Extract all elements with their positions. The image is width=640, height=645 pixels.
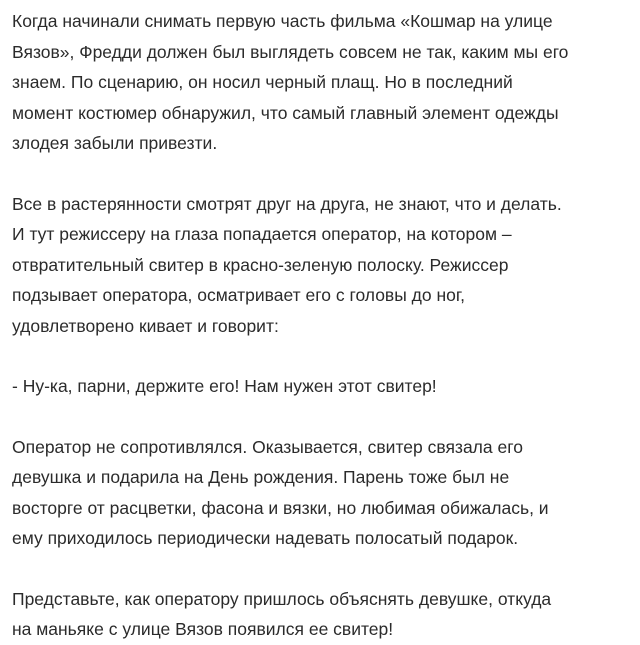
text-line: восторге от расцветки, фасона и вязки, но любимая обижалась, и: [12, 497, 549, 518]
paragraph-spacer: [12, 341, 632, 371]
text-line: злодея забыли привезти.: [12, 133, 218, 153]
text-line: девушка и подарила на День рождения. Парень тоже был не: [12, 467, 510, 487]
text-line: на маньяке с улице Вязов появился ее свитер!: [12, 619, 394, 639]
text-line: удовлетворено кивает и говорит:: [12, 315, 279, 336]
text-line: момент костюмер обнаружил, что самый главный элемент одежды: [12, 102, 559, 123]
paragraph: [12, 6, 632, 159]
text-line: Когда начинали снимать первую часть фильма «Кошмар на улице: [12, 11, 553, 31]
text-line: Вязов», Фредди должен был выглядеть совсем не так, каким мы его: [12, 41, 569, 62]
paragraph-spacer: [12, 554, 632, 584]
paragraph: [12, 584, 632, 645]
paragraph-spacer: [12, 159, 632, 189]
text-line: отвратительный свитер в красно-зеленую полоску. Режиссер: [12, 254, 509, 275]
paragraph: [12, 432, 632, 554]
text-line: - Ну-ка, парни, держите его! Нам нужен этот свитер!: [12, 376, 437, 396]
text-line: Представьте, как оператору пришлось объяснять девушке, откуда: [12, 588, 552, 609]
text-line: подзывает оператора, осматривает его с головы до ног,: [12, 285, 465, 305]
paragraph: [12, 189, 632, 342]
paragraph: [12, 371, 632, 402]
text-line: Все в растерянности смотрят друг на друга, не знают, что и делать.: [12, 193, 562, 214]
text-line: ему приходилось периодически надевать полосатый подарок.: [12, 528, 519, 548]
text-line: Оператор не сопротивлялся. Оказывается, свитер связала его: [12, 436, 523, 457]
paragraph-spacer: [12, 402, 632, 432]
text-line: И тут режиссеру на глаза попадается оператор, на котором –: [12, 224, 512, 244]
text-line: знаем. По сценарию, он носил черный плащ. Но в последний: [12, 72, 513, 92]
